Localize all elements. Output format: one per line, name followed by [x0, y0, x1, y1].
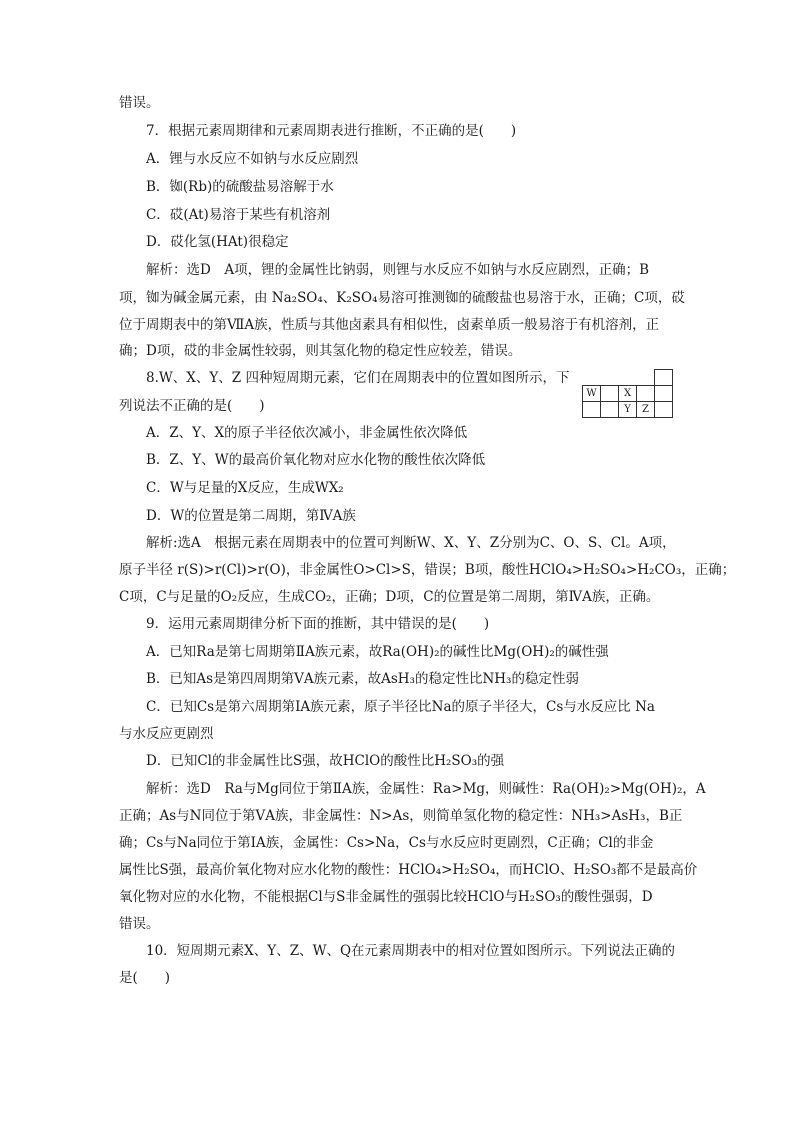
grid-cell-y: Y	[619, 402, 637, 418]
explanation-line: 确；D项，砹的非金属性较弱，则其氢化物的稳定性应较差，错误。	[119, 343, 522, 359]
explanation-line: 确；Cs与Na同位于第ⅠA族，金属性：Cs>Na，Cs与水反应时更剧烈，C正确；Cl的非金	[119, 835, 654, 851]
option-a: A．已知Ra是第七周期第ⅡA族元素，故Ra(OH)₂的碱性比Mg(OH)₂的碱性强	[146, 644, 609, 660]
question-10-stem: 10．短周期元素X、Y、Z、W、Q在元素周期表中的相对位置如图所示。下列说法正确的	[146, 943, 676, 959]
explanation-line: 原子半径 r(S)>r(Cl)>r(O)，非金属性O>Cl>S，错误；B项，酸性HClO₄>H₂SO₄>H₂CO₃，正确；	[119, 562, 736, 578]
grid-cell	[655, 370, 673, 386]
grid-cell	[655, 386, 673, 402]
option-d: D．W的位置是第二周期，第ⅣA族	[146, 508, 356, 524]
grid-cell	[601, 386, 619, 402]
option-d: D．已知Cl的非金属性比S强，故HClO的酸性比H₂SO₃的强	[146, 753, 505, 769]
question-8-stem: 8.W、X、Y、Z 四种短周期元素，它们在周期表中的位置如图所示，下	[146, 370, 570, 386]
grid-cell	[655, 402, 673, 418]
grid-cell	[583, 402, 601, 418]
grid-cell	[601, 402, 619, 418]
option-c: C．已知Cs是第六周期第ⅠA族元素，原子半径比Na的原子半径大，Cs与水反应比 Na	[146, 699, 655, 715]
grid-cell	[637, 386, 655, 402]
explanation-line: 正确；As与N同位于第ⅤA族，非金属性：N>As，则简单氢化物的稳定性：NH₃>AsH₃，B正	[119, 808, 683, 824]
explanation-line: 解析:选A 根据元素在周期表中的位置可判断W、X、Y、Z分别为C、O、S、Cl。A项，	[146, 535, 676, 551]
option-c: C．W与足量的X反应，生成WX₂	[146, 480, 344, 496]
grid-cell-z: Z	[637, 402, 655, 418]
explanation-line: 氧化物对应的水化物，不能根据Cl与S非金属性的强弱比较HClO与H₂SO₃的酸性强弱，D	[119, 889, 653, 905]
question-10-stem-cont: 是( )	[119, 970, 171, 986]
explanation-line: 项，铷为碱金属元素，由 Na₂SO₄、K₂SO₄易溶可推测铷的硫酸盐也易溶于水，正确；C项，砹	[119, 290, 685, 306]
option-b: B．已知As是第四周期第ⅤA族元素，故AsH₃的稳定性比NH₃的稳定性弱	[146, 671, 579, 687]
question-7-stem: 7．根据元素周期律和元素周期表进行推断，不正确的是( )	[146, 123, 517, 139]
question-8-stem-cont: 列说法不正确的是( )	[119, 398, 265, 414]
question-9-stem: 9．运用元素周期律分析下面的推断，其中错误的是( )	[146, 616, 490, 632]
explanation-line: 解析：选D Ra与Mg同位于第ⅡA族，金属性：Ra>Mg，则碱性：Ra(OH)₂>Mg(OH)₂，A	[146, 781, 706, 797]
periodic-table-figure	[582, 369, 673, 418]
option-a: A．Z、Y、X的原子半径依次减小，非金属性依次降低	[146, 425, 468, 441]
grid-cell-w: W	[583, 386, 601, 402]
option-a: A．锂与水反应不如钠与水反应剧烈	[146, 151, 359, 167]
explanation-line: 位于周期表中的第ⅦA族，性质与其他卤素具有相似性，卤素单质一般易溶于有机溶剂，正	[119, 317, 660, 333]
option-b: B．Z、Y、W的最高价氧化物对应水化物的酸性依次降低	[146, 452, 486, 468]
option-c: C．砹(At)易溶于某些有机溶剂	[146, 207, 331, 223]
explanation-line: 属性比S强，最高价氧化物对应水化物的酸性：HClO₄>H₂SO₄，而HClO、H₂SO₃都不是最高价	[119, 862, 698, 878]
text-line: 错误。	[119, 95, 160, 111]
explanation-line: 解析：选D A项，锂的金属性比钠弱，则锂与水反应不如钠与水反应剧烈，正确；B	[146, 262, 649, 278]
explanation-line: C项，C与足量的O₂反应，生成CO₂，正确；D项，C的位置是第二周期，第ⅣA族，正确。	[119, 589, 660, 605]
explanation-line: 错误。	[119, 916, 160, 932]
grid-cell-x: X	[619, 386, 637, 402]
option-d: D．砹化氢(HAt)很稳定	[146, 234, 289, 250]
option-c-cont: 与水反应更剧烈	[119, 726, 214, 742]
option-b: B．铷(Rb)的硫酸盐易溶解于水	[146, 179, 334, 195]
